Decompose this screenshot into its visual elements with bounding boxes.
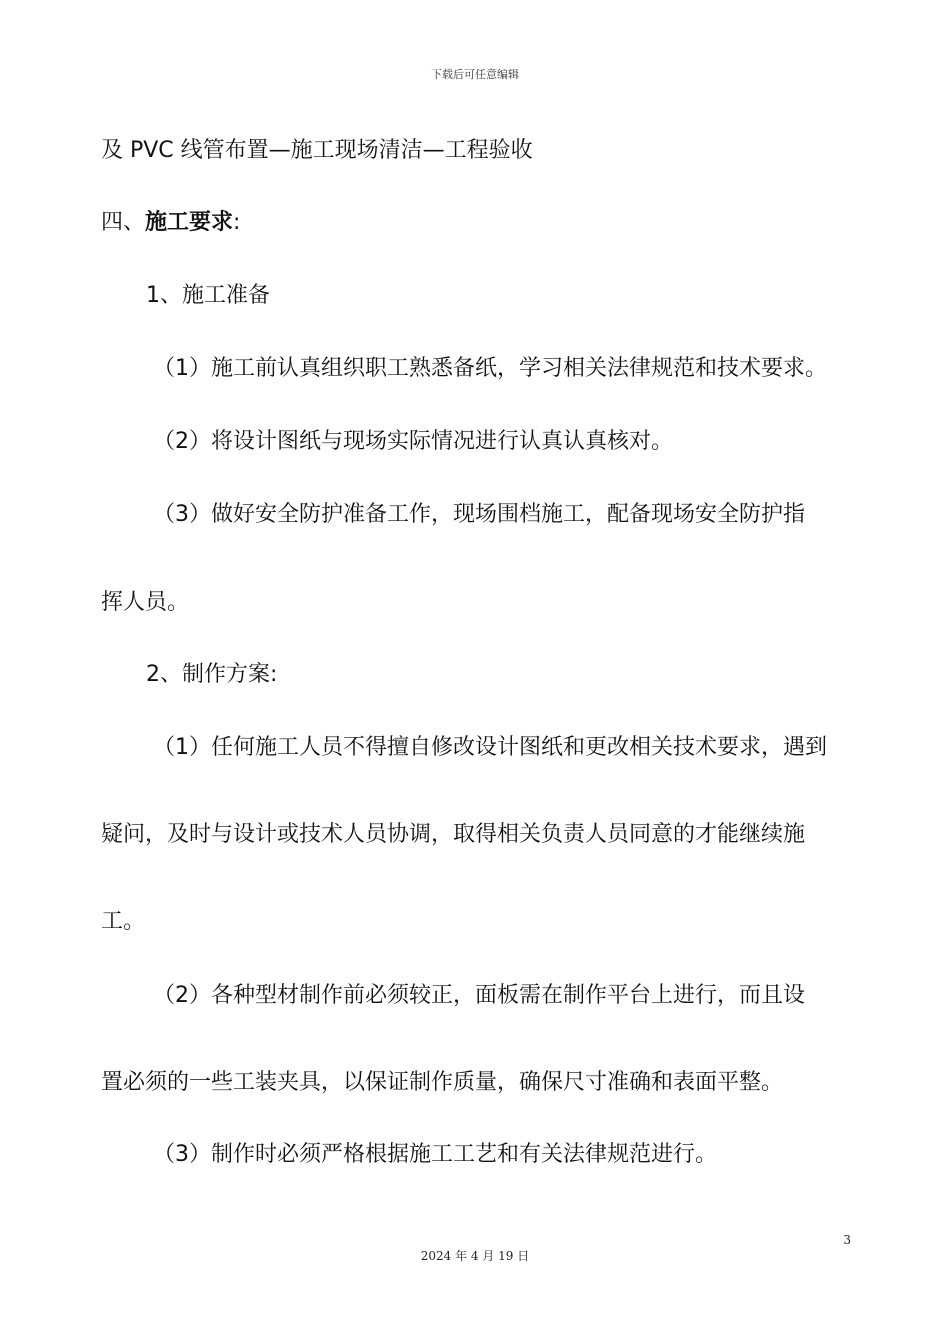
footer-date: 2024 年 4 月 19 日 xyxy=(420,1249,530,1263)
section-heading-title: 施工要求 xyxy=(145,210,234,235)
plan-item-1-line-3: 工。 xyxy=(101,909,146,934)
subsection-title-prep: 1、施工准备 xyxy=(146,283,270,308)
prep-item-1: （1）施工前认真组织职工熟悉备纸，学习相关法律规范和技术要求。 xyxy=(153,356,827,381)
prep-item-3-line-1: （3）做好安全防护准备工作，现场围档施工，配备现场安全防护指 xyxy=(153,502,805,527)
plan-item-2-line-2: 置必须的一些工装夹具，以保证制作质量，确保尺寸准确和表面平整。 xyxy=(101,1070,784,1095)
section-heading-colon: : xyxy=(233,210,241,235)
plan-item-1-line-2: 疑问，及时与设计或技术人员协调，取得相关负责人员同意的才能继续施 xyxy=(101,822,806,847)
section-heading-number: 四、 xyxy=(101,210,146,235)
section-heading xyxy=(101,208,240,238)
plan-item-3: （3）制作时必须严格根据施工工艺和有关法律规范进行。 xyxy=(153,1142,717,1167)
page-number: 3 xyxy=(843,1233,851,1247)
plan-item-1-line-1: （1）任何施工人员不得擅自修改设计图纸和更改相关技术要求，遇到 xyxy=(153,735,827,760)
prep-item-2: （2）将设计图纸与现场实际情况进行认真认真核对。 xyxy=(153,429,673,454)
prep-item-3-line-2: 挥人员。 xyxy=(101,590,190,615)
plan-item-2-line-1: （2）各种型材制作前必须较正，面板需在制作平台上进行，而且设 xyxy=(153,983,805,1008)
body-line-continuation: 及 PVC 线管布置—施工现场清洁—工程验收 xyxy=(101,138,533,163)
subsection-title-plan: 2、制作方案: xyxy=(146,662,278,687)
header-note: 下载后可任意编辑 xyxy=(431,68,519,81)
